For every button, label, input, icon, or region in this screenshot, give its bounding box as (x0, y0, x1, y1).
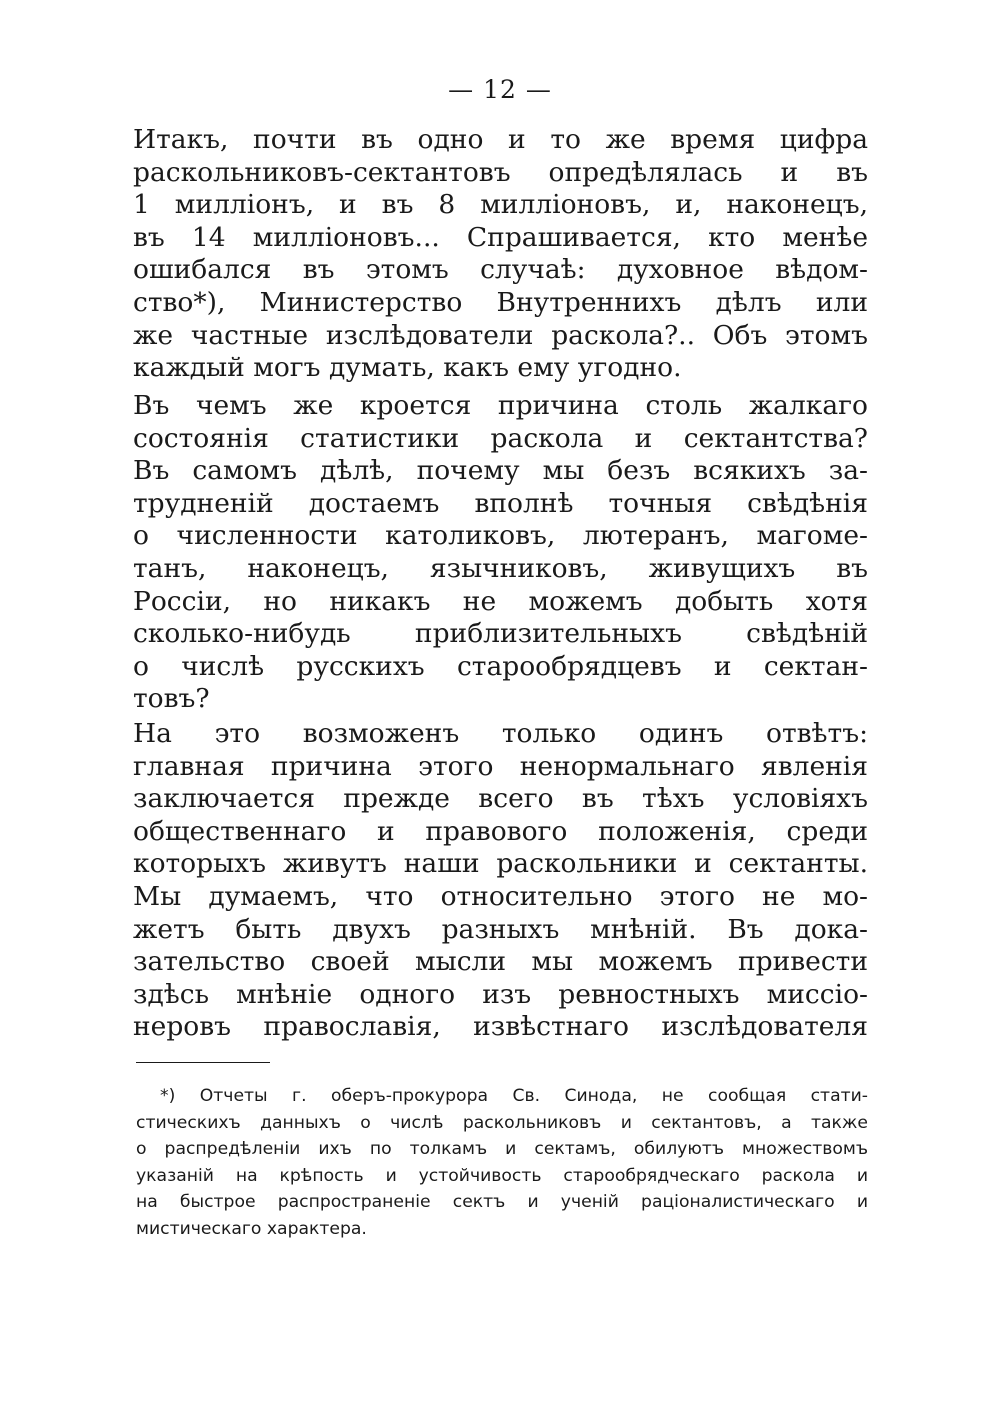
text-line: товъ? (133, 683, 210, 715)
text-line: Въ чемъ же кроется причина столь жалкаго (133, 390, 868, 421)
text-line: На это возможенъ только одинъ отвѣтъ: (133, 718, 868, 749)
text-line: о численности католиковъ, лютеранъ, магоме- (133, 520, 868, 552)
text-line: танъ, наконецъ, язычниковъ, живущихъ въ (133, 552, 868, 584)
text-line: ство*), Министерство Внутреннихъ дѣлъ или (133, 286, 868, 318)
page-number: — 12 — (448, 75, 552, 104)
text-line: Въ самомъ дѣлѣ, почему мы безъ всякихъ за- (133, 455, 868, 487)
footnote-line: *) Отчеты г. оберъ-прокурора Св. Синода, не сообщая стати- (160, 1086, 868, 1106)
footnote-line: указаній на крѣпость и устойчивость старообрядческаго раскола и (136, 1165, 868, 1186)
footnote-line: на быстрое распространеніе сектъ и ученій раціоналистическаго и (136, 1192, 868, 1213)
text-line: главная причина этого ненормальнаго явленія (133, 750, 868, 782)
text-line: раскольниковъ-сектантовъ опредѣлялась и въ (133, 156, 868, 188)
text-line: которыхъ живутъ наши раскольники и сектанты. (133, 848, 868, 880)
text-line: же частные изслѣдователи раскола?.. Объ этомъ (133, 319, 868, 351)
text-line: въ 14 милліоновъ... Спрашивается, кто менѣе (133, 221, 868, 253)
footnote (136, 1083, 868, 1243)
text-line: о числѣ русскихъ старообрядцевъ и сектан- (133, 650, 868, 682)
text-line: жетъ быть двухъ разныхъ мнѣній. Въ дока- (133, 913, 868, 945)
paragraph-1 (133, 124, 868, 385)
footnote-line: о распредѣленіи ихъ по толкамъ и сектамъ, обилуютъ множествомъ (136, 1139, 868, 1160)
footnote-line: мистическаго характера. (136, 1218, 367, 1239)
text-line: сколько-нибудь приблизительныхъ свѣдѣній (133, 618, 868, 650)
text-line: трудненій достаемъ вполнѣ точныя свѣдѣнія (133, 487, 868, 519)
text-line: состоянія статистики раскола и сектантства? (133, 422, 868, 454)
text-line: Итакъ, почти въ одно и то же время цифра (133, 124, 868, 155)
text-line: зательство своей мысли мы можемъ привести (133, 946, 868, 978)
text-line: 1 милліонъ, и въ 8 милліоновъ, и, наконецъ, (133, 189, 868, 221)
footnote-divider (136, 1062, 270, 1063)
paragraph-2 (133, 390, 868, 716)
text-line: каждый могъ думать, какъ ему угодно. (133, 352, 682, 384)
text-line: Мы думаемъ, что относительно этого не мо- (133, 880, 868, 912)
text-line: общественнаго и правового положенія, среди (133, 815, 868, 847)
text-line: неровъ православія, извѣстнаго изслѣдователя (133, 1011, 868, 1043)
footnote-line: стическихъ данныхъ о числѣ раскольниковъ и сектантовъ, а также (136, 1112, 868, 1133)
text-line: Россіи, но никакъ не можемъ добыть хотя (133, 585, 868, 617)
text-line: здѣсь мнѣніе одного изъ ревностныхъ миссіо- (133, 978, 868, 1010)
paragraph-3 (133, 718, 868, 1044)
text-line: ошибался въ этомъ случаѣ: духовное вѣдом- (133, 254, 868, 286)
text-line: заключается прежде всего въ тѣхъ условіяхъ (133, 783, 868, 815)
